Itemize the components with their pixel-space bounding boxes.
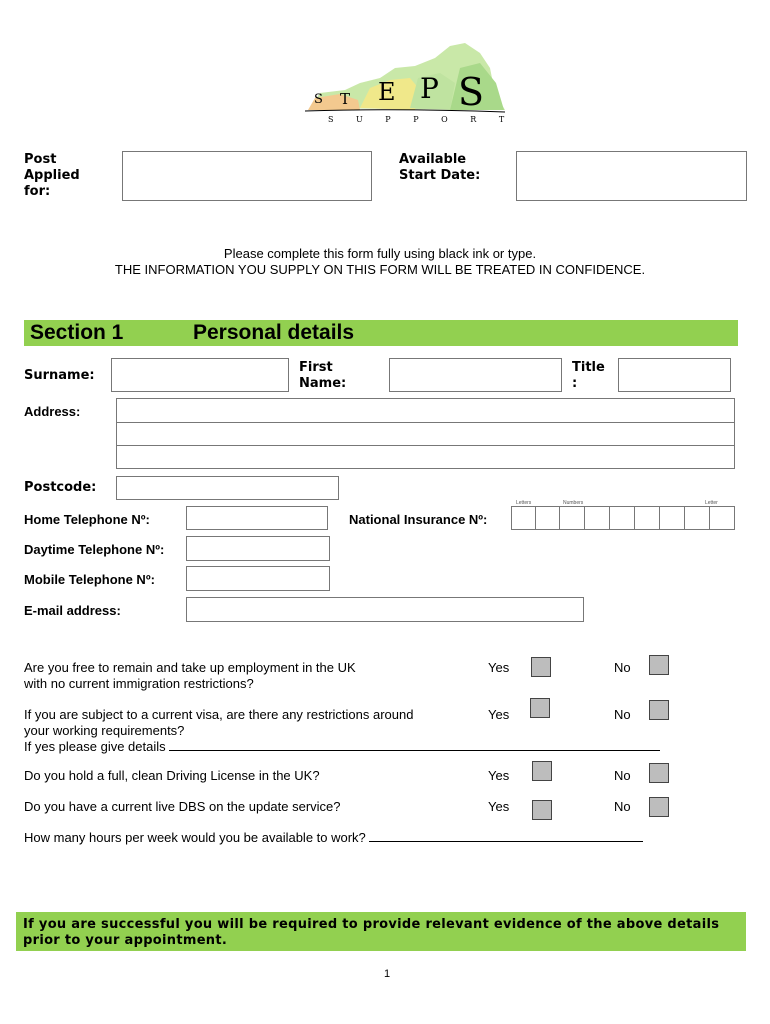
logo-letter-p: P: [420, 72, 439, 105]
title-input[interactable]: [618, 358, 731, 392]
daytime-telephone-label: Daytime Telephone Nº:: [24, 542, 165, 557]
evidence-note-bar: [16, 912, 746, 951]
post-applied-label: Post Applied for:: [24, 152, 80, 199]
question-immigration-line2: with no current immigration restrictions?: [24, 676, 254, 691]
steps-support-logo: [300, 38, 515, 130]
first-name-input[interactable]: [389, 358, 562, 392]
instructions-line2: THE INFORMATION YOU SUPPLY ON THIS FORM WILL BE TREATED IN CONFIDENCE.: [114, 262, 646, 277]
logo-letter-s1: S: [314, 92, 325, 107]
daytime-telephone-input[interactable]: [186, 536, 330, 561]
home-telephone-label: Home Telephone Nº:: [24, 512, 150, 527]
ni-letter-hint: Letter: [705, 500, 718, 506]
start-date-label: Available Start Date:: [399, 152, 481, 183]
ni-cell[interactable]: [684, 506, 710, 530]
postcode-label: Postcode:: [24, 480, 97, 495]
ni-cell[interactable]: [609, 506, 635, 530]
ni-cell[interactable]: [634, 506, 660, 530]
dbs-yes-checkbox[interactable]: [532, 800, 552, 820]
start-date-input[interactable]: [516, 151, 747, 201]
logo-support-text: S U P P O R T: [328, 115, 515, 124]
mobile-telephone-label: Mobile Telephone Nº:: [24, 572, 155, 587]
no-label: No: [614, 799, 631, 814]
question-visa-details-label: If yes please give details: [24, 739, 166, 754]
postcode-input[interactable]: [116, 476, 339, 500]
ni-cell[interactable]: [535, 506, 560, 530]
no-label: No: [614, 707, 631, 722]
question-visa-details: [24, 739, 660, 755]
section-title: Personal details: [193, 321, 355, 344]
title-label: Title :: [572, 360, 605, 391]
yes-label: Yes: [488, 660, 510, 675]
surname-input[interactable]: [111, 358, 289, 392]
driving-no-checkbox[interactable]: [649, 763, 669, 783]
visa-no-checkbox[interactable]: [649, 700, 669, 720]
question-visa-line2: your working requirements?: [24, 723, 185, 738]
logo-letter-t: T: [340, 90, 351, 108]
section-header-bar: [24, 320, 738, 346]
national-insurance-label: National Insurance Nº:: [349, 512, 488, 527]
ni-cell[interactable]: [511, 506, 536, 530]
yes-label: Yes: [488, 768, 510, 783]
visa-yes-checkbox[interactable]: [530, 698, 550, 718]
ni-cell[interactable]: [559, 506, 585, 530]
post-applied-input[interactable]: [122, 151, 372, 201]
no-label: No: [614, 660, 631, 675]
ni-letters-hint: Letters: [516, 500, 532, 506]
dbs-no-checkbox[interactable]: [649, 797, 669, 817]
email-label: E-mail address:: [24, 603, 121, 618]
instructions-line1: Please complete this form fully using black ink or type.: [223, 246, 537, 261]
visa-details-input[interactable]: [169, 739, 660, 751]
home-telephone-input[interactable]: [186, 506, 328, 530]
address-label: Address:: [24, 404, 81, 419]
question-hours: [24, 830, 643, 846]
ni-cell[interactable]: [659, 506, 685, 530]
question-driving-license: Do you hold a full, clean Driving License in the UK?: [24, 768, 320, 783]
question-dbs: Do you have a current live DBS on the update service?: [24, 799, 341, 814]
ni-cell[interactable]: [584, 506, 610, 530]
hours-input[interactable]: [369, 830, 643, 842]
mobile-telephone-input[interactable]: [186, 566, 330, 591]
ni-cell[interactable]: [709, 506, 735, 530]
ni-numbers-hint: Numbers: [563, 500, 584, 506]
immigration-yes-checkbox[interactable]: [531, 657, 551, 677]
first-name-label: First Name:: [299, 360, 347, 391]
question-immigration-line1: Are you free to remain and take up employment in the UK: [24, 660, 356, 675]
address-line-1-input[interactable]: [116, 398, 735, 423]
surname-label: Surname:: [24, 368, 95, 383]
immigration-no-checkbox[interactable]: [649, 655, 669, 675]
yes-label: Yes: [488, 799, 510, 814]
address-line-2-input[interactable]: [116, 422, 735, 446]
logo-letter-e: E: [378, 78, 396, 106]
page-number: 1: [383, 968, 391, 980]
question-visa-line1: If you are subject to a current visa, are there any restrictions around: [24, 707, 414, 722]
evidence-note: If you are successful you will be required to provide relevant evidence of the above details prior to your appointment.: [23, 917, 720, 948]
driving-yes-checkbox[interactable]: [532, 761, 552, 781]
yes-label: Yes: [488, 707, 510, 722]
question-hours-label: How many hours per week would you be available to work?: [24, 830, 366, 845]
address-line-3-input[interactable]: [116, 445, 735, 469]
logo-letter-s2: S: [458, 70, 485, 114]
section-number: Section 1: [30, 321, 124, 344]
no-label: No: [614, 768, 631, 783]
email-input[interactable]: [186, 597, 584, 622]
